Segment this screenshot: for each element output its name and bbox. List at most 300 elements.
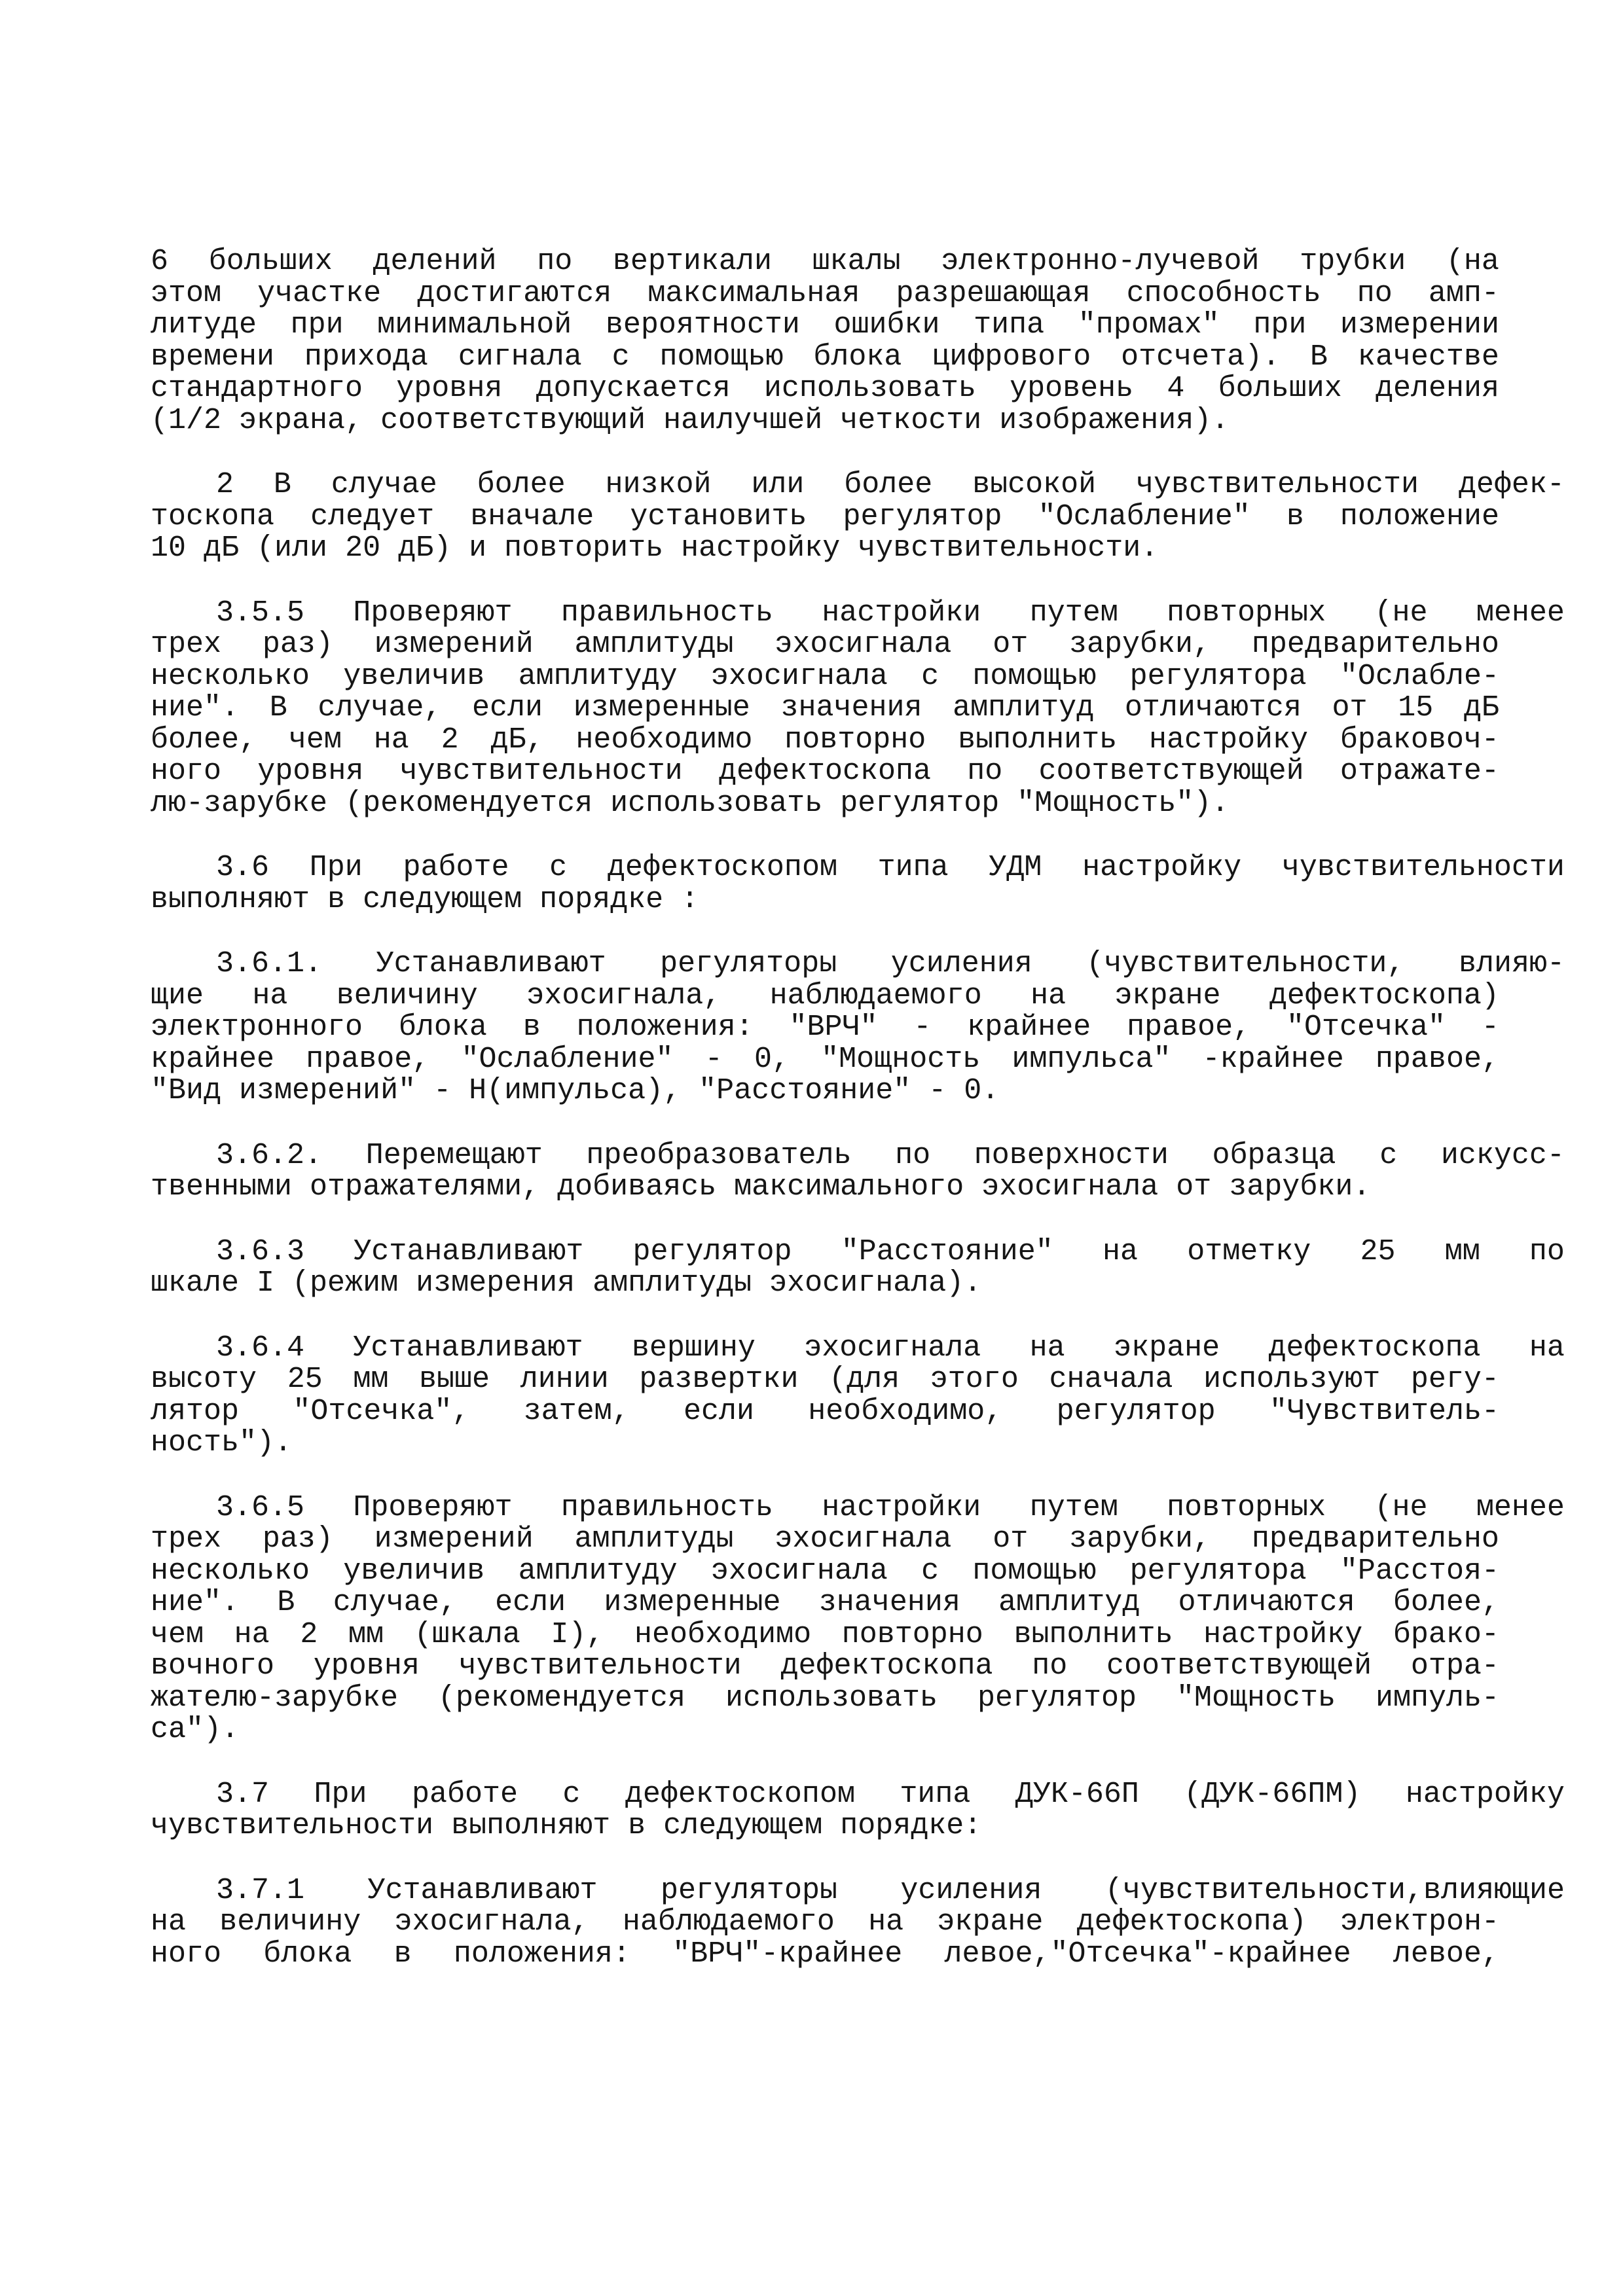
word: ность").: [151, 1426, 293, 1460]
word: развертки: [639, 1363, 799, 1396]
word: увеличив: [343, 659, 485, 693]
word: блока: [813, 340, 902, 374]
text-line: [151, 1172, 1499, 1204]
text-line: [151, 980, 1499, 1013]
word: "Ослабление": [461, 1042, 674, 1076]
word: -: [913, 1011, 932, 1044]
word: измерении: [1340, 308, 1499, 342]
word: регуляторы: [660, 947, 837, 980]
word: 25: [287, 1363, 323, 1396]
paragraph-3-6-3: [151, 1234, 1565, 1300]
text-line: [151, 246, 1499, 278]
text-line: [151, 852, 1565, 884]
word: зарубки,: [1069, 1522, 1211, 1556]
word: на: [151, 1905, 187, 1939]
word: качестве: [1357, 340, 1499, 374]
word: соответствующей: [1106, 1649, 1372, 1683]
word: настройку: [681, 531, 858, 565]
text-line: [151, 1492, 1565, 1524]
word: с: [549, 851, 568, 884]
word: блока: [263, 1937, 352, 1971]
word: следующем: [363, 882, 540, 916]
word: эхосигнала: [981, 1170, 1176, 1204]
word: с: [921, 1554, 939, 1588]
paragraph-3-7: [151, 1777, 1565, 1842]
text-line: [151, 1075, 1499, 1107]
word: выполняют: [451, 1809, 629, 1842]
word: предварительно: [1251, 628, 1499, 661]
word: более,: [1393, 1586, 1499, 1619]
word: экране: [1114, 1331, 1220, 1365]
paragraph-note-2: [151, 468, 1565, 565]
word: значения: [780, 691, 922, 725]
word: уровня: [396, 372, 503, 405]
word: если: [495, 1586, 566, 1619]
text-line: [151, 661, 1499, 693]
word: повторных: [1167, 596, 1326, 630]
word: Устанавливают: [376, 947, 606, 980]
word: импульса": [1012, 1042, 1171, 1076]
word: помощью: [972, 659, 1097, 693]
word: необходимо: [575, 723, 753, 757]
paragraph-3-5-5: [151, 596, 1565, 820]
word: типа: [974, 308, 1045, 342]
word: чувствительности: [151, 1809, 452, 1842]
word: измеренные: [604, 1586, 781, 1619]
word: случае,: [333, 1586, 457, 1619]
word: Н(импульса),: [469, 1074, 699, 1107]
word: использовать: [610, 786, 841, 820]
word: мм: [1444, 1234, 1480, 1268]
word: (или: [257, 531, 346, 565]
word: эхосигнала,: [394, 1905, 589, 1939]
word: настройку: [1203, 1617, 1363, 1651]
word: раз): [262, 1522, 333, 1556]
word: при: [1253, 308, 1307, 342]
word: (чувствительности,влияющие: [1104, 1873, 1565, 1907]
word: повторить: [504, 531, 682, 565]
word: на: [1030, 978, 1067, 1013]
word: более: [844, 468, 933, 501]
paragraph-intro: [151, 246, 1499, 437]
word: 3.6.2.: [216, 1138, 323, 1172]
word: лю-зарубке: [151, 786, 346, 820]
text-line: [151, 1140, 1565, 1172]
word: повторно: [841, 1617, 983, 1651]
word: по: [1032, 1649, 1068, 1683]
word: выполнить: [958, 723, 1118, 757]
word: 4: [1167, 372, 1185, 405]
word: 15: [1398, 691, 1434, 725]
word: настройку: [1148, 723, 1309, 757]
word: дефектоскопом: [625, 1777, 855, 1811]
word: амп-: [1428, 276, 1499, 310]
word: мм: [353, 1363, 389, 1396]
word: разрешающая: [896, 276, 1091, 310]
word: (шкала: [414, 1617, 520, 1651]
word: электронно-лучевой: [941, 245, 1260, 278]
word: В: [1310, 340, 1328, 374]
text-line: [151, 1012, 1499, 1044]
word: настройки: [822, 1490, 981, 1524]
word: регулятор: [632, 1234, 792, 1268]
word: предварительно: [1251, 1522, 1499, 1556]
word: на: [1529, 1331, 1565, 1365]
word: случае,: [318, 691, 442, 725]
text-line: [151, 278, 1499, 310]
word: "Отсечка",: [293, 1394, 470, 1428]
word: правильность: [560, 1490, 773, 1524]
word: несколько: [151, 659, 310, 693]
word: больших: [1218, 372, 1342, 405]
word: эхосигнала,: [526, 978, 721, 1013]
word: "ВРЧ"-крайнее: [672, 1937, 903, 1971]
text-line: [151, 1939, 1499, 1971]
word: низкой: [605, 468, 712, 501]
word: электронного: [151, 1011, 363, 1044]
word: амплитуды: [574, 1522, 734, 1556]
word: регу-: [1410, 1363, 1499, 1396]
word: лятор: [151, 1394, 240, 1428]
word: наилучшей: [663, 403, 841, 437]
word: вероятности: [605, 308, 800, 342]
word: по: [895, 1138, 931, 1172]
word: вертикали: [612, 245, 772, 278]
word: на: [868, 1905, 904, 1939]
text-line: [151, 1364, 1499, 1396]
word: достигаются: [417, 276, 612, 310]
text-line: [151, 1875, 1565, 1907]
word: уровня: [257, 755, 364, 788]
word: эхосигнала: [804, 1331, 981, 1365]
word: отражателями,: [310, 1170, 558, 1204]
word: ного: [151, 755, 222, 788]
word: экране: [937, 1905, 1044, 1939]
word: УДМ: [989, 851, 1042, 884]
word: регуляторы: [660, 1873, 837, 1907]
text-line: [151, 884, 1499, 916]
word: регулятор: [840, 786, 1017, 820]
word: эхосигнала: [710, 1554, 888, 1588]
word: уровень: [1010, 372, 1134, 405]
word: раз): [262, 628, 333, 661]
word: жателю-зарубке: [151, 1681, 399, 1715]
word: усиления: [890, 947, 1032, 980]
text-line: [151, 1619, 1499, 1651]
word: отметку: [1187, 1234, 1311, 1268]
word: регулятора: [1129, 659, 1307, 693]
text-line: [151, 1651, 1499, 1683]
word: крайнее: [967, 1011, 1091, 1044]
word: дефектоскопом: [607, 851, 837, 884]
word: 0,: [754, 1042, 790, 1076]
word: с: [611, 340, 630, 374]
word: чувствительности: [1135, 468, 1419, 501]
word: случае: [331, 468, 437, 501]
paragraph-3-7-1: [151, 1873, 1565, 1971]
word: максимального: [734, 1170, 982, 1204]
word: установить: [630, 499, 807, 533]
word: В: [277, 1586, 295, 1619]
word: чем: [288, 723, 342, 757]
word: способность: [1126, 276, 1321, 310]
word: Перемещают: [365, 1138, 543, 1172]
word: четкости: [840, 403, 1000, 437]
paragraph-3-6-2: [151, 1138, 1565, 1204]
text-line: [151, 948, 1565, 980]
word: дБ: [1463, 691, 1499, 725]
text-line: [151, 1587, 1499, 1619]
word: "Чувствитель-: [1269, 1394, 1499, 1428]
word: типа: [877, 851, 949, 884]
word: левое,: [1393, 1937, 1499, 1971]
text-line: [151, 501, 1499, 533]
word: чем: [151, 1617, 204, 1651]
word: 25: [1360, 1234, 1396, 1268]
word: "Мощность").: [1017, 786, 1230, 820]
word: электрон-: [1340, 1905, 1499, 1939]
word: в: [393, 1937, 412, 1971]
word: -: [928, 1074, 964, 1107]
word: (на: [1446, 245, 1499, 278]
word: и: [469, 531, 505, 565]
word: измерений: [374, 1522, 534, 1556]
word: 2: [441, 723, 459, 757]
text-line: [151, 1907, 1499, 1939]
word: путем: [1029, 1490, 1118, 1524]
word: по: [967, 755, 1003, 788]
word: 3.6.5: [216, 1490, 305, 1524]
word: с: [921, 659, 939, 693]
word: если: [683, 1394, 754, 1428]
word: щие: [151, 978, 204, 1013]
word: по: [1357, 276, 1393, 310]
word: порядке: [539, 882, 682, 916]
word: импуль-: [1375, 1681, 1499, 1715]
text-line: [151, 1396, 1499, 1428]
word: При: [314, 1777, 367, 1811]
word: Устанавливают: [367, 1873, 598, 1907]
word: менее: [1476, 596, 1565, 630]
word: 3.6.4: [216, 1331, 305, 1365]
word: эхосигнала).: [769, 1266, 982, 1300]
word: от: [1176, 1170, 1230, 1204]
word: отличаются: [1124, 691, 1302, 725]
word: измеренные: [573, 691, 750, 725]
word: больших: [208, 245, 333, 278]
word: экрана,: [239, 403, 381, 437]
word: 3.7: [216, 1777, 270, 1811]
word: соответствующий: [380, 403, 664, 437]
word: (рекомендуется: [438, 1681, 686, 1715]
word: увеличив: [343, 1554, 485, 1588]
word: дБ,: [490, 723, 544, 757]
word: "Ослабле-: [1340, 659, 1499, 693]
text-line: [151, 1556, 1499, 1588]
word: помощью: [972, 1554, 1097, 1588]
word: экране: [1114, 978, 1221, 1013]
word: "Отсечка": [1286, 1011, 1446, 1044]
text-line: [151, 533, 1499, 565]
word: наблюдаемого: [622, 1905, 835, 1939]
word: по: [537, 245, 573, 278]
word: цифрового: [932, 340, 1091, 374]
word: брако-: [1393, 1617, 1499, 1651]
word: регулятор: [1056, 1394, 1216, 1428]
word: зарубки,: [1069, 628, 1211, 661]
text-line: [151, 1236, 1565, 1268]
word: поверхности: [974, 1138, 1169, 1172]
word: работе: [411, 1777, 518, 1811]
word: при: [290, 308, 344, 342]
word: "промах": [1078, 308, 1220, 342]
word: Устанавливают: [354, 1234, 584, 1268]
word: тоскопа: [151, 499, 275, 533]
word: чувствительности: [399, 755, 683, 788]
word: -: [1481, 1011, 1499, 1044]
word: добиваясь: [557, 1170, 735, 1204]
word: (не: [1374, 1490, 1428, 1524]
word: отра-: [1410, 1649, 1499, 1683]
word: Устанавливают: [353, 1331, 583, 1365]
text-line: [151, 598, 1565, 630]
word: мм: [348, 1617, 384, 1651]
word: настройку: [1405, 1777, 1565, 1811]
word: допускается: [536, 372, 731, 405]
word: -крайнее: [1202, 1042, 1344, 1076]
word: на: [1103, 1234, 1139, 1268]
text-line: [151, 1524, 1499, 1556]
word: ошибки: [833, 308, 940, 342]
word: стандартного: [151, 372, 363, 405]
word: более: [477, 468, 566, 501]
word: литуде: [151, 308, 257, 342]
word: -: [433, 1074, 469, 1107]
word: этом: [151, 276, 222, 310]
word: трубки: [1300, 245, 1406, 278]
word: зарубки.: [1229, 1170, 1371, 1204]
word: дефектоскопа: [780, 1649, 993, 1683]
word: используют: [1203, 1363, 1381, 1396]
word: эхосигнала: [710, 659, 888, 693]
word: на: [252, 978, 288, 1013]
word: В: [273, 468, 291, 501]
word: дефектоскопа): [1076, 1905, 1307, 1939]
word: высокой: [972, 468, 1097, 501]
word: чувствительности: [458, 1649, 742, 1683]
word: следует: [310, 499, 435, 533]
text-line: [151, 342, 1499, 374]
word: "Вид: [151, 1074, 240, 1107]
word: са").: [151, 1713, 240, 1746]
word: измерений: [374, 628, 534, 661]
word: повторно: [784, 723, 926, 757]
word: несколько: [151, 1554, 310, 1588]
word: в: [522, 1011, 541, 1044]
word: в: [1286, 499, 1304, 533]
text-line: [151, 629, 1499, 661]
word: использовать: [725, 1681, 938, 1715]
paragraph-3-6-4: [151, 1331, 1565, 1460]
word: (не: [1374, 596, 1428, 630]
word: работе: [403, 851, 509, 884]
text-line: [151, 1714, 1499, 1746]
word: отражате-: [1340, 755, 1499, 788]
word: ного: [151, 1937, 222, 1971]
word: (1/2: [151, 403, 240, 437]
text-line: [151, 1268, 1499, 1300]
word: на: [1029, 1331, 1065, 1365]
word: величину: [219, 1905, 361, 1939]
word: I),: [551, 1617, 604, 1651]
word: 2: [300, 1617, 318, 1651]
word: 0.: [964, 1074, 1000, 1107]
word: "Расстояние": [699, 1074, 929, 1107]
word: 3.6: [216, 851, 270, 884]
text-line: [151, 1683, 1499, 1715]
word: амплитуды: [574, 628, 734, 661]
word: сигнала: [458, 340, 582, 374]
word: чувствительности: [1281, 851, 1565, 884]
word: изображения).: [999, 403, 1230, 437]
word: ДУК-66П: [1015, 1777, 1139, 1811]
text-line: [151, 405, 1499, 437]
word: вершину: [631, 1331, 756, 1365]
word: деления: [1375, 372, 1499, 405]
word: регулятора: [1129, 1554, 1307, 1588]
word: значения: [818, 1586, 960, 1619]
word: выполнить: [1013, 1617, 1173, 1651]
word: положения:: [576, 1011, 754, 1044]
word: вначале: [470, 499, 594, 533]
word: левое,"Отсечка"-крайнее: [944, 1937, 1351, 1971]
paragraph-3-6-5: [151, 1490, 1565, 1746]
word: высоту: [151, 1363, 257, 1396]
text-line: [151, 1333, 1565, 1365]
word: настройки: [822, 596, 981, 630]
word: необходимо: [634, 1617, 812, 1651]
word: I: [257, 1266, 293, 1300]
word: затем,: [523, 1394, 630, 1428]
word: 2: [216, 468, 234, 501]
word: от: [1332, 691, 1368, 725]
word: от: [993, 628, 1029, 661]
word: (для: [829, 1363, 900, 1396]
word: ние".: [151, 691, 240, 725]
word: с: [562, 1777, 581, 1811]
word: 3.5.5: [216, 596, 305, 630]
word: использовать: [763, 372, 976, 405]
word: эхосигнала: [775, 1522, 952, 1556]
word: трех: [151, 628, 222, 661]
word: отличаются: [1178, 1586, 1355, 1619]
word: эхосигнала: [775, 628, 952, 661]
word: делений: [373, 245, 497, 278]
word: положения:: [453, 1937, 630, 1971]
word: (ДУК-66ПМ): [1184, 1777, 1361, 1811]
word: амплитуду: [518, 659, 678, 693]
word: амплитуд: [953, 691, 1095, 725]
word: браковоч-: [1340, 723, 1499, 757]
word: преобразователь: [586, 1138, 852, 1172]
word: 10: [151, 531, 204, 565]
word: 20: [345, 531, 399, 565]
word: (чувствительности,: [1086, 947, 1405, 980]
word: 3.7.1: [216, 1873, 305, 1907]
word: дефек-: [1458, 468, 1565, 501]
word: вочного: [151, 1649, 275, 1683]
text-line: [151, 692, 1499, 725]
